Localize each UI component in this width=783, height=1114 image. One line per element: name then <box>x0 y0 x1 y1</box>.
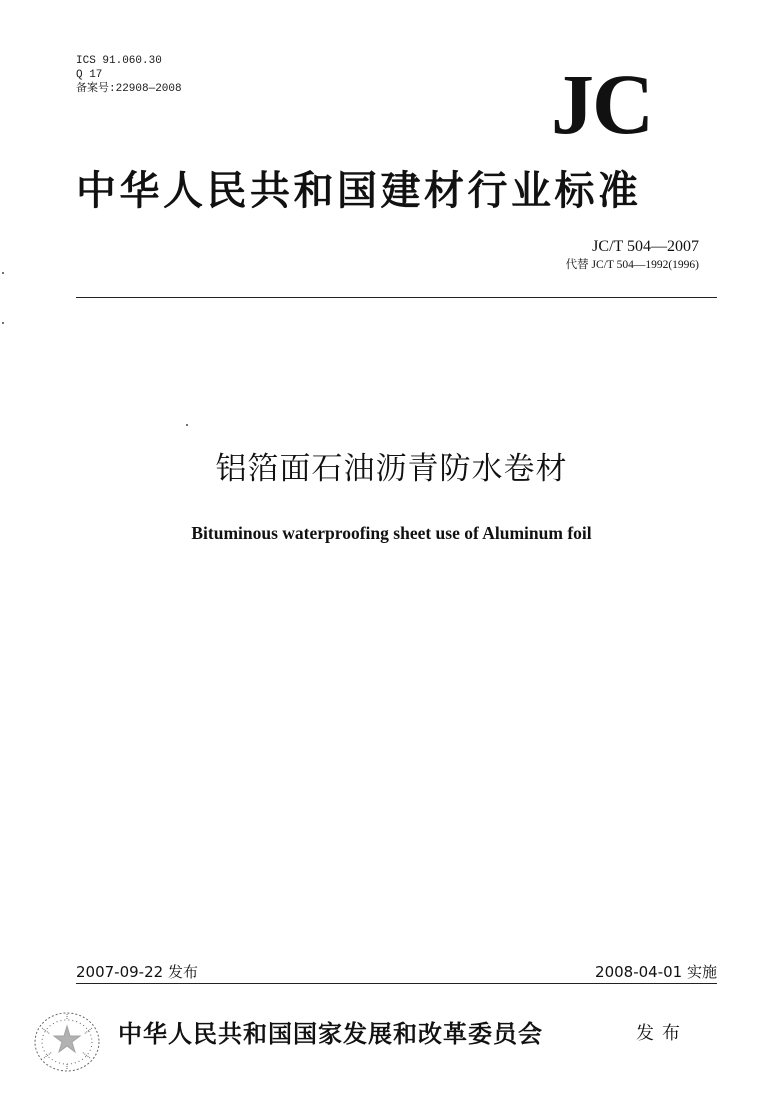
official-seal-icon <box>30 1008 104 1076</box>
header-rule <box>76 297 717 298</box>
publish-date: 2007-09-22 发布 <box>76 963 198 981</box>
issuing-authority: 中华人民共和国国家发展和改革委员会 <box>118 1020 543 1048</box>
document-title-chinese: 铝箔面石油沥青防水卷材 <box>215 451 568 487</box>
issue-label: 发布 <box>636 1023 688 1044</box>
footer-rule <box>76 983 717 984</box>
filing-number: 备案号:22908—2008 <box>76 83 182 95</box>
implement-date: 2008-04-01 实施 <box>595 963 717 981</box>
standard-number: JC/T 504—2007 <box>592 238 699 255</box>
ics-code: ICS 91.060.30 <box>76 55 162 67</box>
standard-family-title: 中华人民共和国建材行业标准 <box>76 168 642 214</box>
scan-speck <box>2 322 4 324</box>
scan-speck <box>2 272 4 274</box>
jc-logo: JC <box>551 56 653 152</box>
replaces-standard: 代替 JC/T 504—1992(1996) <box>565 259 699 271</box>
ccs-code: Q 17 <box>76 69 103 81</box>
scan-speck <box>186 424 188 426</box>
document-title-english: Bituminous waterproofing sheet use of Aluminum foil <box>191 523 592 543</box>
